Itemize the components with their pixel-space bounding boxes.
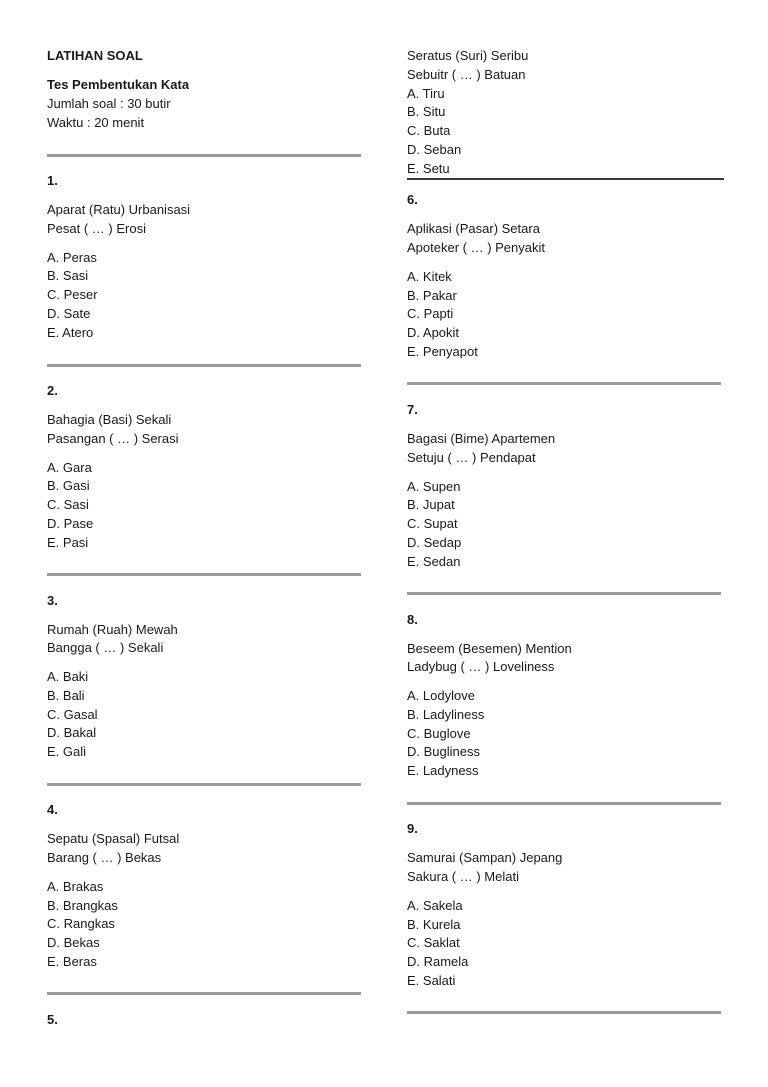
divider: [47, 364, 361, 367]
option-b: B. Kurela: [407, 917, 461, 932]
option-b: B. Pakar: [407, 288, 457, 303]
option-c: C. Saklat: [407, 935, 460, 950]
question-line-1: Rumah (Ruah) Mewah: [47, 622, 178, 637]
option-a: A. Baki: [47, 669, 89, 684]
test-subtitle: Tes Pembentukan Kata: [47, 77, 190, 92]
divider: [407, 802, 721, 805]
option-c: C. Buglove: [407, 726, 471, 741]
option-d: D. Ramela: [407, 954, 469, 969]
question-number: 2.: [47, 383, 58, 398]
option-e: E. Setu: [407, 161, 450, 176]
question-line-2: Ladybug ( … ) Loveliness: [407, 659, 555, 674]
divider: [47, 154, 361, 157]
option-b: B. Sasi: [47, 268, 89, 283]
question-number: 7.: [407, 402, 418, 417]
option-a: A. Sakela: [407, 898, 463, 913]
option-d: D. Sate: [47, 306, 91, 321]
question-count: Jumlah soal : 30 butir: [47, 96, 171, 111]
question-line-2: Sakura ( … ) Melati: [407, 869, 519, 884]
question-number: 4.: [47, 802, 58, 817]
option-b: B. Jupat: [407, 497, 455, 512]
divider: [407, 178, 724, 180]
question-line-2: Pesat ( … ) Erosi: [47, 221, 146, 236]
option-e: E. Penyapot: [407, 344, 478, 359]
question-line-1: Bahagia (Basi) Sekali: [47, 412, 172, 427]
option-a: A. Lodylove: [407, 688, 475, 703]
option-b: B. Brangkas: [47, 898, 118, 913]
option-a: A. Supen: [407, 479, 461, 494]
option-b: B. Gasi: [47, 478, 90, 493]
option-c: C. Peser: [47, 287, 98, 302]
option-b: B. Bali: [47, 688, 85, 703]
question-line-1: Samurai (Sampan) Jepang: [407, 850, 563, 865]
divider: [47, 573, 361, 576]
question-line-2: Pasangan ( … ) Serasi: [47, 431, 179, 446]
option-d: D. Apokit: [407, 325, 460, 340]
option-c: C. Gasal: [47, 707, 98, 722]
option-d: D. Bugliness: [407, 744, 480, 759]
option-c: C. Supat: [407, 516, 458, 531]
time-limit: Waktu : 20 menit: [47, 115, 145, 130]
option-a: A. Kitek: [407, 269, 452, 284]
divider: [407, 1011, 721, 1014]
option-c: C. Sasi: [47, 497, 89, 512]
option-e: E. Pasi: [47, 535, 89, 550]
question-line-2: Bangga ( … ) Sekali: [47, 640, 164, 655]
option-c: C. Rangkas: [47, 916, 115, 931]
question-number: 6.: [407, 192, 418, 207]
option-d: D. Seban: [407, 142, 462, 157]
document-title: LATIHAN SOAL: [47, 48, 143, 63]
divider: [47, 783, 361, 786]
question-number: 3.: [47, 593, 58, 608]
option-e: E. Salati: [407, 973, 456, 988]
option-d: D. Pase: [47, 516, 94, 531]
question-line-2: Apoteker ( … ) Penyakit: [407, 240, 545, 255]
question-number: 8.: [407, 612, 418, 627]
option-e: E. Gali: [47, 744, 87, 759]
option-b: B. Ladyliness: [407, 707, 485, 722]
question-number: 5.: [47, 1012, 58, 1027]
option-d: D. Sedap: [407, 535, 462, 550]
option-c: C. Buta: [407, 123, 451, 138]
question-line-2: Barang ( … ) Bekas: [47, 850, 162, 865]
divider: [407, 592, 721, 595]
question-line-1: Seratus (Suri) Seribu: [407, 48, 529, 63]
divider: [407, 382, 721, 385]
option-d: D. Bekas: [47, 935, 100, 950]
question-line-2: Setuju ( … ) Pendapat: [407, 450, 536, 465]
option-e: E. Beras: [47, 954, 97, 969]
question-line-1: Sepatu (Spasal) Futsal: [47, 831, 180, 846]
question-line-1: Bagasi (Bime) Apartemen: [407, 431, 556, 446]
option-d: D. Bakal: [47, 725, 97, 740]
option-a: A. Tiru: [407, 86, 445, 101]
question-number: 1.: [47, 173, 58, 188]
option-b: B. Situ: [407, 104, 446, 119]
question-line-1: Beseem (Besemen) Mention: [407, 641, 572, 656]
option-e: E. Atero: [47, 325, 94, 340]
question-line-1: Aplikasi (Pasar) Setara: [407, 221, 540, 236]
question-line-1: Aparat (Ratu) Urbanisasi: [47, 202, 191, 217]
option-a: A. Brakas: [47, 879, 104, 894]
option-a: A. Peras: [47, 250, 97, 265]
option-e: E. Ladyness: [407, 763, 479, 778]
divider: [47, 992, 361, 995]
option-c: C. Papti: [407, 306, 454, 321]
question-line-2: Sebuitr ( … ) Batuan: [407, 67, 526, 82]
option-e: E. Sedan: [407, 554, 461, 569]
question-number: 9.: [407, 821, 418, 836]
option-a: A. Gara: [47, 460, 92, 475]
